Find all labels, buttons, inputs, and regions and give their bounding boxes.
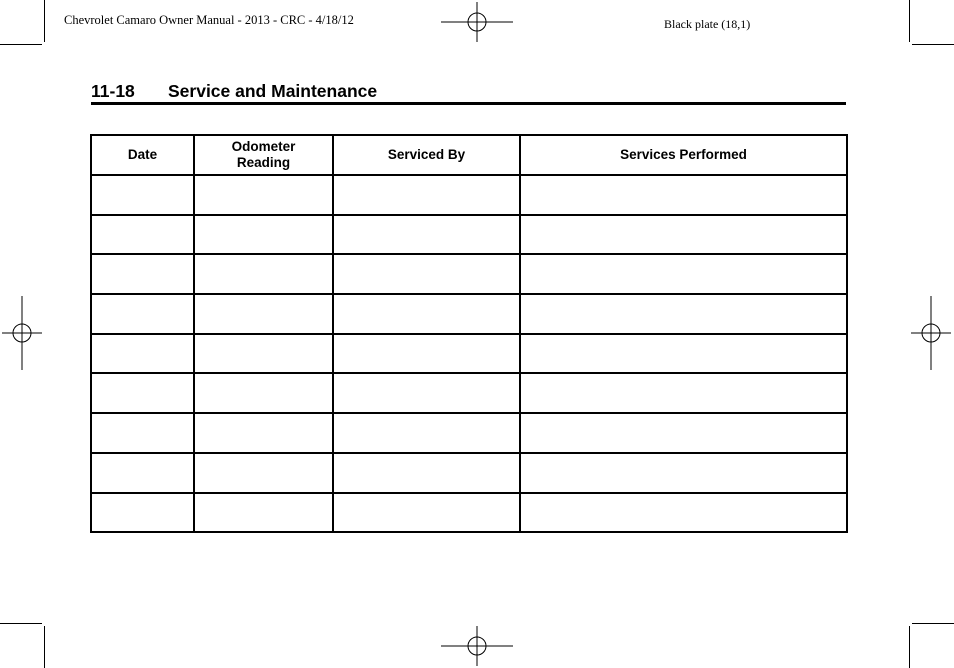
- cell-date: [91, 254, 194, 294]
- cell-services-performed: [520, 175, 847, 215]
- header-odometer-reading: [194, 135, 333, 175]
- crop-mark-bottom-left-vertical: [44, 626, 45, 668]
- page-header: [91, 80, 846, 105]
- cell-serviced-by: [333, 373, 520, 413]
- cell-odometer: [194, 493, 333, 533]
- cell-date: [91, 215, 194, 255]
- cell-serviced-by: [333, 254, 520, 294]
- table-row: [91, 294, 847, 334]
- crop-mark-bottom-right-vertical: [909, 626, 910, 668]
- cell-services-performed: [520, 334, 847, 374]
- cell-date: [91, 413, 194, 453]
- cell-serviced-by: [333, 453, 520, 493]
- section-title: Service and Maintenance: [168, 81, 378, 101]
- crop-mark-top-right-horizontal: [912, 44, 954, 45]
- registration-mark-bottom-icon: [441, 626, 513, 666]
- registration-mark-right-icon: [911, 296, 951, 370]
- print-slug-left: Chevrolet Camaro Owner Manual - 2013 - CRC - 4/18/12: [64, 13, 354, 27]
- cell-services-performed: [520, 294, 847, 334]
- cell-date: [91, 175, 194, 215]
- cell-odometer: [194, 254, 333, 294]
- cell-services-performed: [520, 373, 847, 413]
- cell-serviced-by: [333, 175, 520, 215]
- cell-serviced-by: [333, 413, 520, 453]
- cell-odometer: [194, 453, 333, 493]
- cell-odometer: [194, 215, 333, 255]
- header-services-performed: Services Performed: [520, 135, 847, 175]
- table-header-row: [91, 135, 847, 175]
- crop-mark-top-left-horizontal: [0, 44, 42, 45]
- table-row: [91, 453, 847, 493]
- table-row: [91, 254, 847, 294]
- table-row: [91, 413, 847, 453]
- cell-services-performed: [520, 493, 847, 533]
- registration-mark-top-icon: [441, 2, 513, 42]
- header-odometer-reading-text: Odometer Reading: [231, 139, 296, 170]
- cell-services-performed: [520, 215, 847, 255]
- cell-odometer: [194, 294, 333, 334]
- table-row: [91, 493, 847, 533]
- cell-odometer: [194, 334, 333, 374]
- cell-services-performed: [520, 453, 847, 493]
- crop-mark-top-left-vertical: [44, 0, 45, 42]
- print-slug-right: Black plate (18,1): [664, 17, 751, 31]
- cell-serviced-by: [333, 215, 520, 255]
- cell-odometer: [194, 413, 333, 453]
- cell-serviced-by: [333, 334, 520, 374]
- header-serviced-by: Serviced By: [333, 135, 520, 175]
- crop-mark-top-right-vertical: [909, 0, 910, 42]
- cell-date: [91, 493, 194, 533]
- cell-date: [91, 294, 194, 334]
- table-row: [91, 373, 847, 413]
- cell-date: [91, 373, 194, 413]
- cell-serviced-by: [333, 294, 520, 334]
- crop-mark-bottom-right-horizontal: [912, 623, 954, 624]
- cell-serviced-by: [333, 493, 520, 533]
- table-row: [91, 175, 847, 215]
- cell-date: [91, 334, 194, 374]
- cell-odometer: [194, 373, 333, 413]
- registration-mark-left-icon: [2, 296, 42, 370]
- table-row: [91, 215, 847, 255]
- table-row: [91, 334, 847, 374]
- crop-mark-bottom-left-horizontal: [0, 623, 42, 624]
- cell-services-performed: [520, 413, 847, 453]
- page-number: 11-18: [91, 81, 135, 101]
- cell-services-performed: [520, 254, 847, 294]
- cell-date: [91, 453, 194, 493]
- service-log-table: [90, 134, 848, 533]
- cell-odometer: [194, 175, 333, 215]
- header-date: Date: [91, 135, 194, 175]
